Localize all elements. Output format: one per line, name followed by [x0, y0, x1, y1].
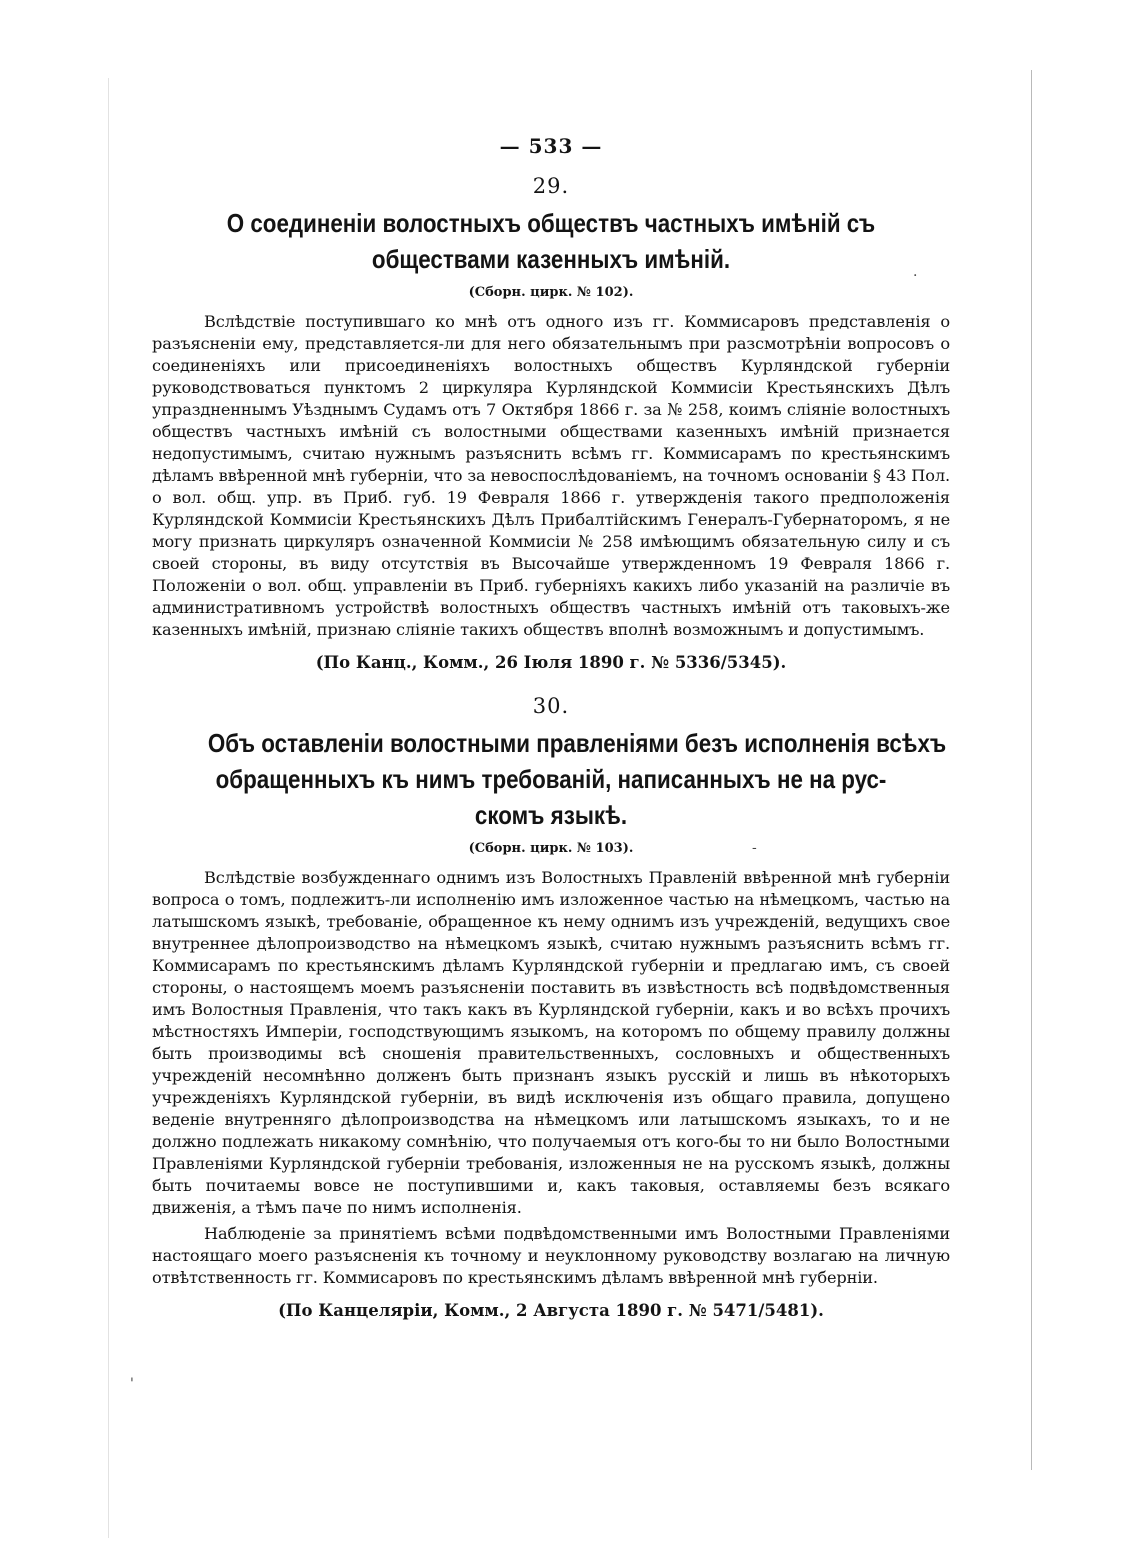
section-source: (По Канц., Комм., 26 Іюля 1890 г. № 5336/5345). — [315, 653, 787, 672]
section-reference: (Сборн. цирк. № 102). — [468, 285, 634, 300]
section-source: (По Канцеляріи, Комм., 2 Августа 1890 г. № 5471/5481). — [278, 1301, 824, 1320]
section-number: 29. — [532, 174, 570, 198]
section-title-line: скомъ языкѣ. — [474, 800, 628, 830]
section-title-line: обращенныхъ къ нимъ требованій, написанныхъ не на рус- — [215, 764, 887, 794]
scan-speck: · — [913, 268, 918, 284]
page-edge-shadow-right — [1031, 70, 1032, 1470]
text-column — [152, 125, 950, 1327]
section-title-line: О соединеніи волостныхъ обществъ частныхъ имѣній съ — [226, 208, 876, 238]
section-gap — [152, 679, 950, 687]
section-paragraph: Вслѣдствіе поступившаго ко мнѣ отъ одного изъ гг. Коммисаровъ представленія о разъясненіи ему, представляется-ли для него обязательнымъ при разсмотрѣніи вопросовъ о соединеніяхъ или присоединеніяхъ волостныхъ обществъ Курляндской губерніи руководствоваться пунктомъ 2 циркуляра Курляндской Коммисіи Крестьянскихъ Дѣлъ упраздненнымъ Уѣзднымъ Судамъ отъ 7 Октября 1866 г. за № 258, коимъ сліяніе волостныхъ обществъ частныхъ имѣній съ волостными обществами казенныхъ имѣній признается недопустимымъ, считаю нужнымъ разъяснить всѣмъ гг. Коммисарамъ по крестьянскимъ дѣламъ ввѣренной мнѣ губерніи, что за невоспослѣдованіемъ, на точномъ основаніи § 43 Пол. о вол. общ. упр. въ Приб. губ. 19 Февраля 1866 г. утвержденія такого предположенія Курляндской Коммисіи Крестьянскихъ Дѣлъ Прибалтійскимъ Генералъ-Губернаторомъ, я не могу признать циркуляръ означенной Коммисіи № 258 имѣющимъ обязательную силу и съ своей стороны, въ виду отсутствія въ Высочайше утвержденномъ 19 Февраля 1866 г. Положеніи о вол. общ. управленіи въ Приб. губерніяхъ какихъ либо указаній на различіе въ административномъ устройствѣ волостныхъ обществъ частныхъ имѣній отъ таковыхъ-же казенныхъ имѣній, признаю сліяніе такихъ обществъ вполнѣ возможнымъ и допустимымъ. — [152, 312, 950, 639]
section-29 — [152, 167, 950, 679]
section-title — [207, 725, 947, 833]
scan-speck: ' — [130, 1376, 134, 1392]
page-number: — 533 — — [499, 134, 603, 158]
scan-speck: - — [752, 840, 757, 856]
section-number: 30. — [532, 694, 570, 718]
section-title-line: обществами казенныхъ имѣній. — [371, 244, 731, 274]
section-reference: (Сборн. цирк. № 103). — [468, 841, 634, 856]
section-paragraph: Вслѣдствіе возбужденнаго однимъ изъ Волостныхъ Правленій ввѣренной мнѣ губерніи вопроса о томъ, подлежитъ-ли исполненію имъ изложенное частью на нѣмецкомъ, частью на латышскомъ языкѣ, требованіе, обращенное къ нему однимъ изъ учрежденій, ведущихъ свое внутреннее дѣлопроизводство на нѣмецкомъ языкѣ, считаю нужнымъ разъяснить всѣмъ гг. Коммисарамъ по крестьянскимъ дѣламъ Курляндской губерніи и предлагаю имъ, съ своей стороны, о настоящемъ моемъ разъясненіи поставить въ извѣстность всѣ подвѣдомственныя имъ Волостныя Правленія, что такъ какъ въ Курляндской губерніи, какъ и во всѣхъ прочихъ мѣстностяхъ Имперіи, господствующимъ языкомъ, на которомъ по общему правилу должны быть производимы всѣ сношенія правительственныхъ, сословныхъ и общественныхъ учрежденій несомнѣнно долженъ быть признанъ языкъ русскій и лишь въ нѣкоторыхъ учрежденіяхъ Курляндской губерніи, въ видѣ исключенія изъ общаго правила, допущено веденіе внутренняго дѣлопроизводства на нѣмецкомъ или латышскомъ языкахъ, то и не должно подлежать никакому сомнѣнію, что получаемыя отъ кого-бы то ни было Волостными Правленіями Курляндской губерніи требованія, изложенныя не на русскомъ языкѣ, должны быть почитаемы вовсе не поступившими и, какъ таковыя, оставляемы безъ всякаго движенія, а тѣмъ паче по нимъ исполненія. — [152, 868, 950, 1217]
page-edge-shadow-left — [108, 78, 109, 1538]
section-paragraph: Наблюденіе за принятіемъ всѣми подвѣдомственными имъ Волостными Правленіями настоящаго моего разъясненія къ точному и неуклонному руководству возлагаю на личную отвѣтственность гг. Коммисаровъ по крестьянскимъ дѣламъ ввѣренной мнѣ губерніи. — [152, 1224, 950, 1287]
section-title — [208, 205, 894, 277]
section-30 — [152, 687, 950, 1327]
section-title-line: Объ оставленіи волостными правленіями безъ исполненія всѣхъ — [207, 728, 947, 758]
